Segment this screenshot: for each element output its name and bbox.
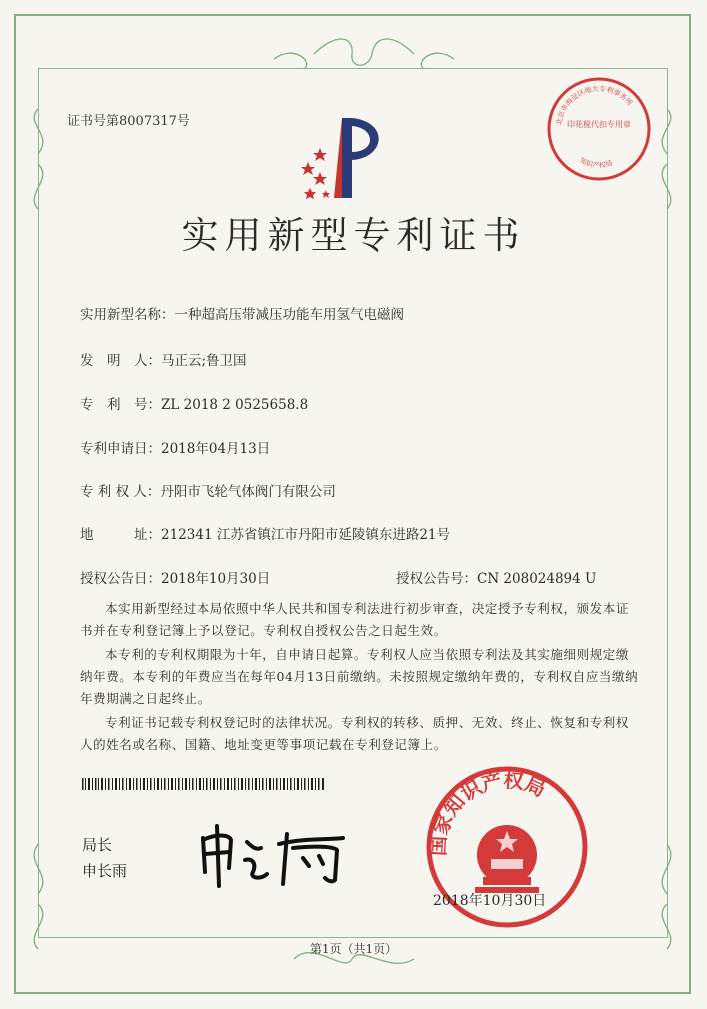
patentee-value: 丹阳市飞轮气体阀门有限公司: [160, 484, 336, 500]
certificate-body-text: [80, 598, 640, 758]
grant-number-row: [396, 567, 596, 587]
seal-date: 2018年10月30日: [433, 893, 547, 909]
address-row: [80, 523, 450, 543]
body-paragraph: 专利证书记载专利权登记时的法律状况。专利权的转移、质押、无效、终止、恢复和专利权人的姓名或名称、国籍、地址变更等事项记载在专利登记簿上。: [80, 715, 630, 752]
barcode: [82, 778, 326, 790]
grant-date-value: 2018年10月30日: [161, 571, 271, 587]
certificate-title: 实用新型专利证书: [181, 214, 526, 257]
svg-text:国家知识产权局: 国家知识产权局: [425, 767, 550, 857]
patent-office-emblem-icon: [290, 110, 400, 205]
body-paragraph: 本专利的专利权期限为十年，自申请日起算。专利权人应当依照专利法及其实施细则规定缴纳年费。本专利的年费应当在每年04月13日前缴纳。未按照规定缴纳年费的，专利权自应当缴纳年费期满之日起终止。: [80, 647, 639, 706]
inventor-row: [80, 349, 247, 369]
application-date-label: 专利申请日：: [80, 441, 161, 457]
utility-model-name-row: [80, 303, 404, 323]
svg-text:印花税代扣专用章: 印花税代扣专用章: [567, 120, 631, 129]
patent-number-label: 专 利 号：: [80, 397, 161, 413]
certificate-number: 证书号第8007317号: [67, 114, 190, 129]
director-name: 申长雨: [82, 862, 128, 880]
application-date-value: 2018年04月13日: [161, 441, 271, 457]
application-date-row: [80, 437, 270, 457]
patentee-row: [80, 480, 336, 500]
address-value: 212341 江苏省镇江市丹阳市延陵镇东进路21号: [161, 527, 451, 543]
svg-text:北京市海淀区地大专利事务所: 北京市海淀区地大专利事务所: [555, 84, 634, 126]
body-paragraph: 本实用新型经过本局依照中华人民共和国专利法进行初步审查，决定授予专利权，颁发本证书并在专利登记簿上予以登记。专利权自授权公告之日起生效。: [80, 601, 630, 638]
inventor-label: 发 明 人：: [80, 353, 161, 369]
grant-number-label: 授权公告号：: [396, 571, 477, 587]
director-signature: [195, 820, 355, 890]
svg-text:知识产权局: 知识产权局: [578, 156, 614, 170]
address-label: 地 址：: [80, 527, 161, 543]
page-number: 第1页（共1页）: [309, 942, 398, 956]
director-title: 局长: [82, 836, 113, 854]
grant-date-row: [80, 567, 270, 587]
patent-number-value: ZL 2018 2 0525658.8: [161, 397, 309, 413]
grant-date-label: 授权公告日：: [80, 571, 161, 587]
utility-model-name-label: 实用新型名称：: [80, 307, 175, 323]
grant-number-value: CN 208024894 U: [477, 571, 597, 587]
utility-model-name-value: 一种超高压带减压功能车用氢气电磁阀: [174, 307, 404, 323]
inventor-value: 马正云;鲁卫国: [161, 353, 247, 369]
patent-number-row: [80, 393, 308, 413]
tax-stamp-seal: [545, 75, 653, 183]
patentee-label: 专 利 权 人：: [80, 484, 161, 500]
